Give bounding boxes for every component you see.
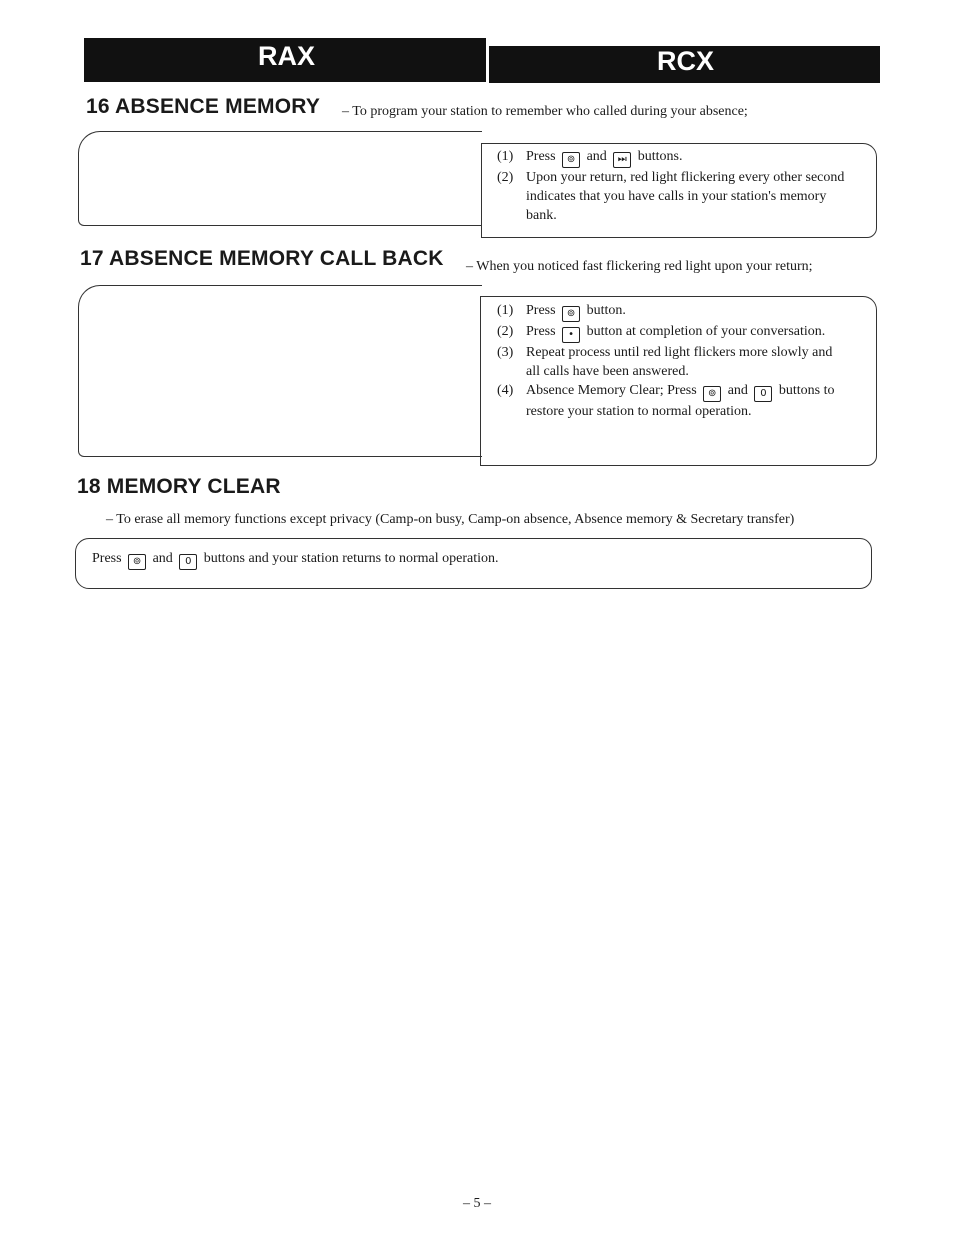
step-item: (3) Repeat process until red light flickers more slowly and all calls have been answered. [497, 345, 833, 379]
memory-key-icon: ⊚ [562, 152, 580, 168]
section-17-rax-box [78, 285, 482, 457]
zero-key-icon: 0 [179, 554, 197, 570]
section-16-title: 16 ABSENCE MEMORY [86, 95, 321, 118]
section-16-desc: – To program your station to remember who called during your absence; [342, 104, 748, 119]
zero-key-icon: 0 [754, 386, 772, 402]
header-label-rcx: RCX [657, 46, 715, 76]
section-16-rax-box [78, 131, 482, 226]
dot-key-icon: • [562, 327, 580, 343]
step-item: (1) Press ⊚ and ⏭ buttons. [497, 147, 847, 168]
memory-key-icon: ⊚ [562, 306, 580, 322]
step-item: (2) Upon your return, red light flickering every other second indicates that you have calls in your station's memory bank. [497, 170, 845, 223]
section-18-instruction: Press ⊚ and 0 buttons and your station returns to normal operation. [92, 551, 499, 570]
step-item: (4) Absence Memory Clear; Press ⊚ and 0 buttons to restore your station to normal operation. [497, 383, 835, 419]
section-18-desc: – To erase all memory functions except privacy (Camp-on busy, Camp-on absence, Absence memory & Secretary transfer) [106, 512, 795, 527]
section-16-steps [497, 147, 847, 225]
section-17-desc: – When you noticed fast flickering red light upon your return; [466, 259, 813, 274]
page-number: – 5 – [463, 1196, 491, 1211]
memory-key-icon: ⊚ [128, 554, 146, 570]
section-17-steps [497, 301, 849, 421]
step-item: (2) Press • button at completion of your conversation. [497, 322, 849, 343]
memory-key-icon: ⊚ [703, 386, 721, 402]
section-17-title: 17 ABSENCE MEMORY CALL BACK [80, 247, 444, 270]
header-bar-rax [84, 38, 486, 82]
callback-key-icon: ⏭ [613, 152, 631, 168]
section-18-title: 18 MEMORY CLEAR [77, 475, 281, 498]
header-bar-rcx [489, 46, 880, 83]
step-item: (1) Press ⊚ button. [497, 301, 849, 322]
header-label-rax: RAX [258, 41, 316, 71]
